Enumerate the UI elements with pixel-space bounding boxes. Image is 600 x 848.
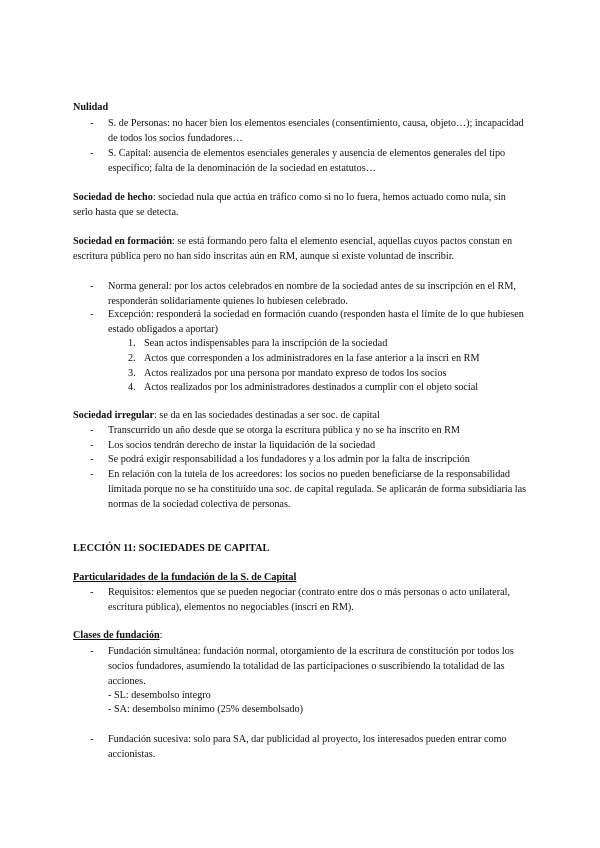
bullet-dash: - <box>90 425 94 436</box>
bullet-dash: - <box>90 440 94 451</box>
sub-item: - SA: desembolso mínimo (25% desembolsado) <box>108 704 303 715</box>
list-item-text: Se podrá exigir responsabilidad a los fundadores y a los admin por la falta de inscripción <box>108 454 470 465</box>
bullet-dash: - <box>90 587 94 598</box>
heading-particularidades <box>73 570 528 585</box>
bullet-dash: - <box>90 118 94 129</box>
item-number: 3. <box>128 368 136 379</box>
item-number: 2. <box>128 353 136 364</box>
list-item-text: Fundación sucesiva: solo para SA, dar publicidad al proyecto, los interesados pueden entrar como accionistas. <box>108 734 507 760</box>
bullet-dash: - <box>90 148 94 159</box>
list-item-text: Requisitos: elementos que se pueden negociar (contrato entre dos o más personas o acto unilateral, escritura pública), elementos no negociables (inscri en RM). <box>108 587 510 613</box>
list-item-text: Norma general: por los actos celebrados en nombre de la sociedad antes de su inscripción en el RM, responderán solidariamente quienes lo hubiesen celebrado. <box>108 281 516 307</box>
sub-item: - SL: desembolso íntegro <box>108 690 211 701</box>
heading-particularidades-text: Particularidades de la fundación de la S. de Capital <box>73 572 297 583</box>
bullet-dash: - <box>90 309 94 320</box>
definition-text: : sociedad nula que actúa en tráfico como si no lo fuera, hemos actuado como nula, sin serlo hasta que se detecta. <box>73 192 506 218</box>
list-item-text: Excepción: responderá la sociedad en formación cuando (responden hasta el límite de lo que hubiesen estado obligados a aportar) <box>108 309 524 335</box>
numbered-item-text: Actos realizados por una persona por mandato expreso de todos los socios <box>144 368 447 379</box>
definition-text: : se está formando pero falta el elemento esencial, aquellas cuyos pactos constan en escritura pública pero no han sido inscritas aún en RM, aunque si existe voluntad de inscribir. <box>73 236 513 262</box>
bullet-dash: - <box>90 469 94 480</box>
numbered-item-text: Actos realizados por los administradores destinados a cumplir con el objeto social <box>144 382 479 393</box>
definition-text: : se da en las sociedades destinadas a ser soc. de capital <box>154 410 380 421</box>
list-item-text: Fundación simultánea: fundación normal, otorgamiento de la escritura de constitución por todos los socios fundadores, asumiendo la totalidad de las participaciones o suscribiendo la totalidad de las acciones. <box>108 646 514 687</box>
list-item-text: En relación con la tutela de los acreedores: los socios no pueden beneficiarse de la responsabilidad limitada porque no se ha constituido una soc. de capital regulada. Se aplicarán de forma subsidiaria las normas de la sociedad colectiva de personas. <box>108 469 527 510</box>
bullet-dash: - <box>90 454 94 465</box>
lesson-title: LECCIÓN 11: SOCIEDADES DE CAPITAL <box>73 543 270 554</box>
numbered-item-text: Sean actos indispensables para la inscripción de la sociedad <box>144 338 388 349</box>
paragraph-sociedad-formacion <box>73 234 528 264</box>
list-item-text: S. de Personas: no hacer bien los elementos esenciales (consentimiento, causa, objeto…); incapacidad de todos los socios fundadores… <box>108 118 524 144</box>
heading-nulidad: Nulidad <box>73 102 109 113</box>
list-item-text: S. Capital: ausencia de elementos esenciales generales y ausencia de elementos generales del tipo específico; falta de la denominación de la sociedad en estatutos… <box>108 148 506 174</box>
bullet-dash: - <box>90 734 94 745</box>
numbered-item-text: Actos que corresponden a los administradores en la fase anterior a la inscri en RM <box>144 353 480 364</box>
term-sociedad-hecho: Sociedad de hecho <box>73 192 153 203</box>
heading-clases <box>73 628 528 643</box>
heading-colon: : <box>159 630 163 641</box>
paragraph-sociedad-irregular <box>73 408 528 423</box>
term-sociedad-irregular: Sociedad irregular <box>73 410 155 421</box>
list-item-text: Transcurrido un año desde que se otorga la escritura pública y no se ha inscrito en RM <box>108 425 460 436</box>
paragraph-sociedad-hecho <box>73 190 528 220</box>
bullet-dash: - <box>90 646 94 657</box>
list-item-text: Los socios tendrán derecho de instar la liquidación de la sociedad <box>108 440 376 451</box>
heading-clases-text: Clases de fundación <box>73 630 160 641</box>
item-number: 1. <box>128 338 136 349</box>
term-sociedad-formacion: Sociedad en formación <box>73 236 173 247</box>
item-number: 4. <box>128 382 136 393</box>
bullet-dash: - <box>90 281 94 292</box>
